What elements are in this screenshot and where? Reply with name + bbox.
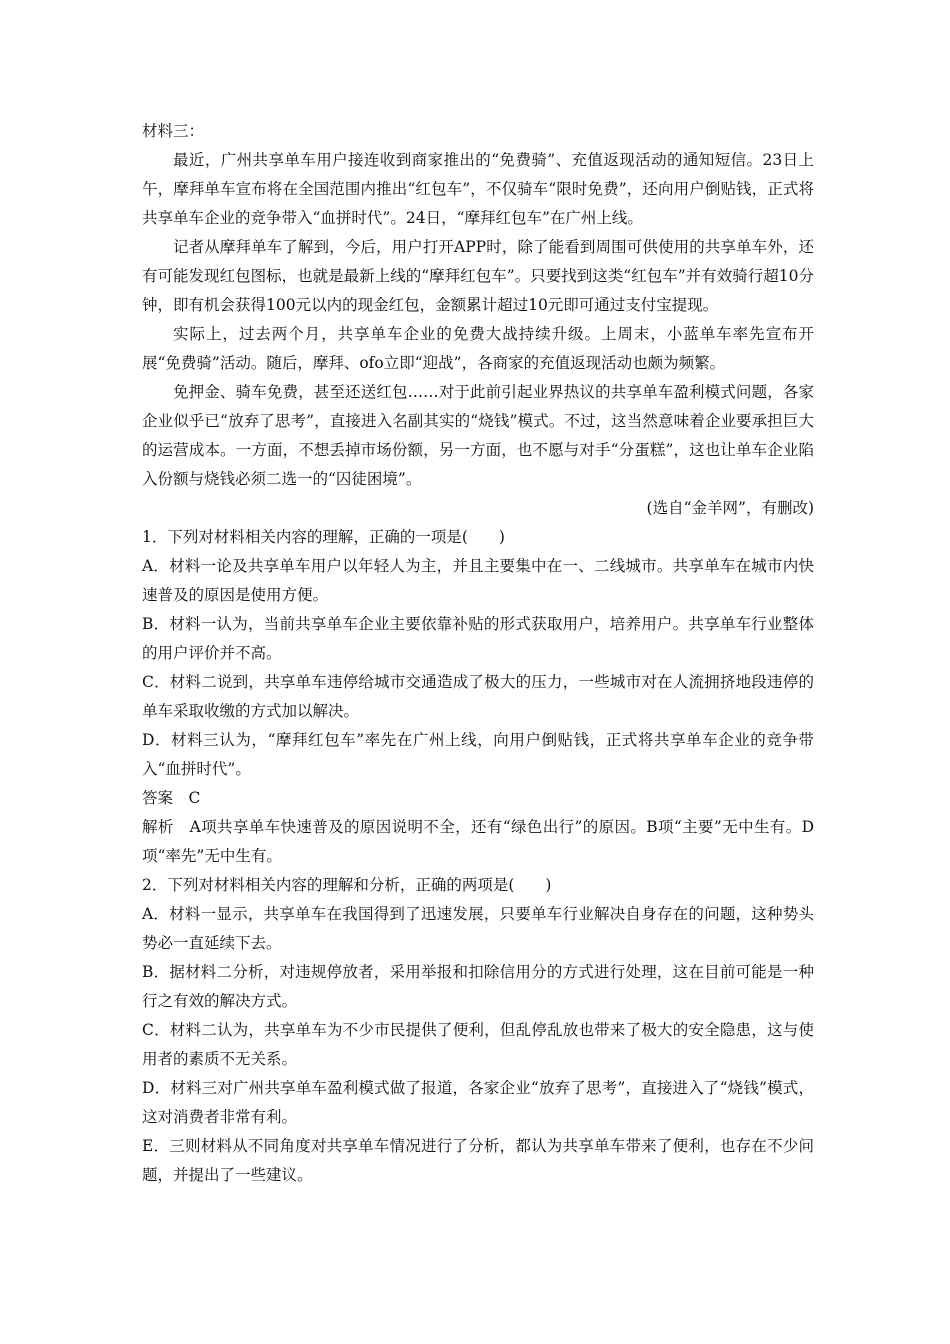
question-2-option-d: D．材料三对广州共享单车盈利模式做了报道，各家企业“放弃了思考”，直接进入了“烧钱”模式，这对消费者非常有利。 [142, 1079, 814, 1126]
question-1-answer: 答案 C [142, 789, 201, 807]
question-1-option-a: A．材料一论及共享单车用户以年轻人为主，并且主要集中在一、二线城市。共享单车在城市内快速普及的原因是使用方便。 [142, 557, 814, 604]
question-2-stem: 2．下列对材料相关内容的理解和分析，正确的两项是( ) [142, 876, 552, 894]
question-1-analysis: 解析 A项共享单车快速普及的原因说明不全，还有“绿色出行”的原因。B项“主要”无中生有。D项“率先”无中生有。 [142, 818, 814, 865]
question-2-option-a: A．材料一显示，共享单车在我国得到了迅速发展，只要单车行业解决自身存在的问题，这种势头势必一直延续下去。 [142, 905, 814, 952]
document-page [142, 117, 814, 1190]
question-1-option-b: B．材料一认为，当前共享单车企业主要依靠补贴的形式获取用户，培养用户。共享单车行业整体的用户评价并不高。 [142, 615, 814, 662]
question-1-option-c: C．材料二说到，共享单车违停给城市交通造成了极大的压力，一些城市对在人流拥挤地段违停的单车采取收缴的方式加以解决。 [142, 673, 814, 720]
material3-paragraph-3: 实际上，过去两个月，共享单车企业的免费大战持续升级。上周末，小蓝单车率先宣布开展“免费骑”活动。随后，摩拜、ofo立即“迎战”，各商家的充值返现活动也颇为频繁。 [142, 325, 814, 372]
question-1-option-d: D．材料三认为，“摩拜红包车”率先在广州上线，向用户倒贴钱，正式将共享单车企业的竞争带入“血拼时代”。 [142, 731, 814, 778]
material3-paragraph-1: 最近，广州共享单车用户接连收到商家推出的“免费骑”、充值返现活动的通知短信。23日上午，摩拜单车宣布将在全国范围内推出“红包车”，不仅骑车“限时免费”，还向用户倒贴钱，正式将共享单车企业的竞争带入“血拼时代”。24日，“摩拜红包车”在广州上线。 [142, 151, 814, 227]
material3-paragraph-4: 免押金、骑车免费，甚至还送红包……对于此前引起业界热议的共享单车盈利模式问题，各家企业似乎已“放弃了思考”，直接进入名副其实的“烧钱”模式。不过，这当然意味着企业要承担巨大的运营成本。一方面，不想丢掉市场份额，另一方面，也不愿与对手“分蛋糕”，这也让单车企业陷入份额与烧钱必须二选一的“囚徒困境”。 [142, 383, 814, 488]
material3-paragraph-2: 记者从摩拜单车了解到，今后，用户打开APP时，除了能看到周围可供使用的共享单车外，还有可能发现红包图标，也就是最新上线的“摩拜红包车”。只要找到这类“红包车”并有效骑行超10分钟，即有机会获得100元以内的现金红包，金额累计超过10元即可通过支付宝提现。 [142, 238, 814, 314]
material3-source: (选自“金羊网”，有删改) [646, 499, 814, 517]
material3-heading: 材料三： [142, 122, 205, 140]
question-1-stem: 1．下列对材料相关内容的理解，正确的一项是( ) [142, 528, 505, 546]
question-2-option-c: C．材料二认为，共享单车为不少市民提供了便利，但乱停乱放也带来了极大的安全隐患，这与使用者的素质不无关系。 [142, 1021, 814, 1068]
question-2-option-e: E．三则材料从不同角度对共享单车情况进行了分析，都认为共享单车带来了便利，也存在不少问题，并提出了一些建议。 [142, 1137, 814, 1184]
question-2-option-b: B．据材料二分析，对违规停放者，采用举报和扣除信用分的方式进行处理，这在目前可能是一种行之有效的解决方式。 [142, 963, 814, 1010]
